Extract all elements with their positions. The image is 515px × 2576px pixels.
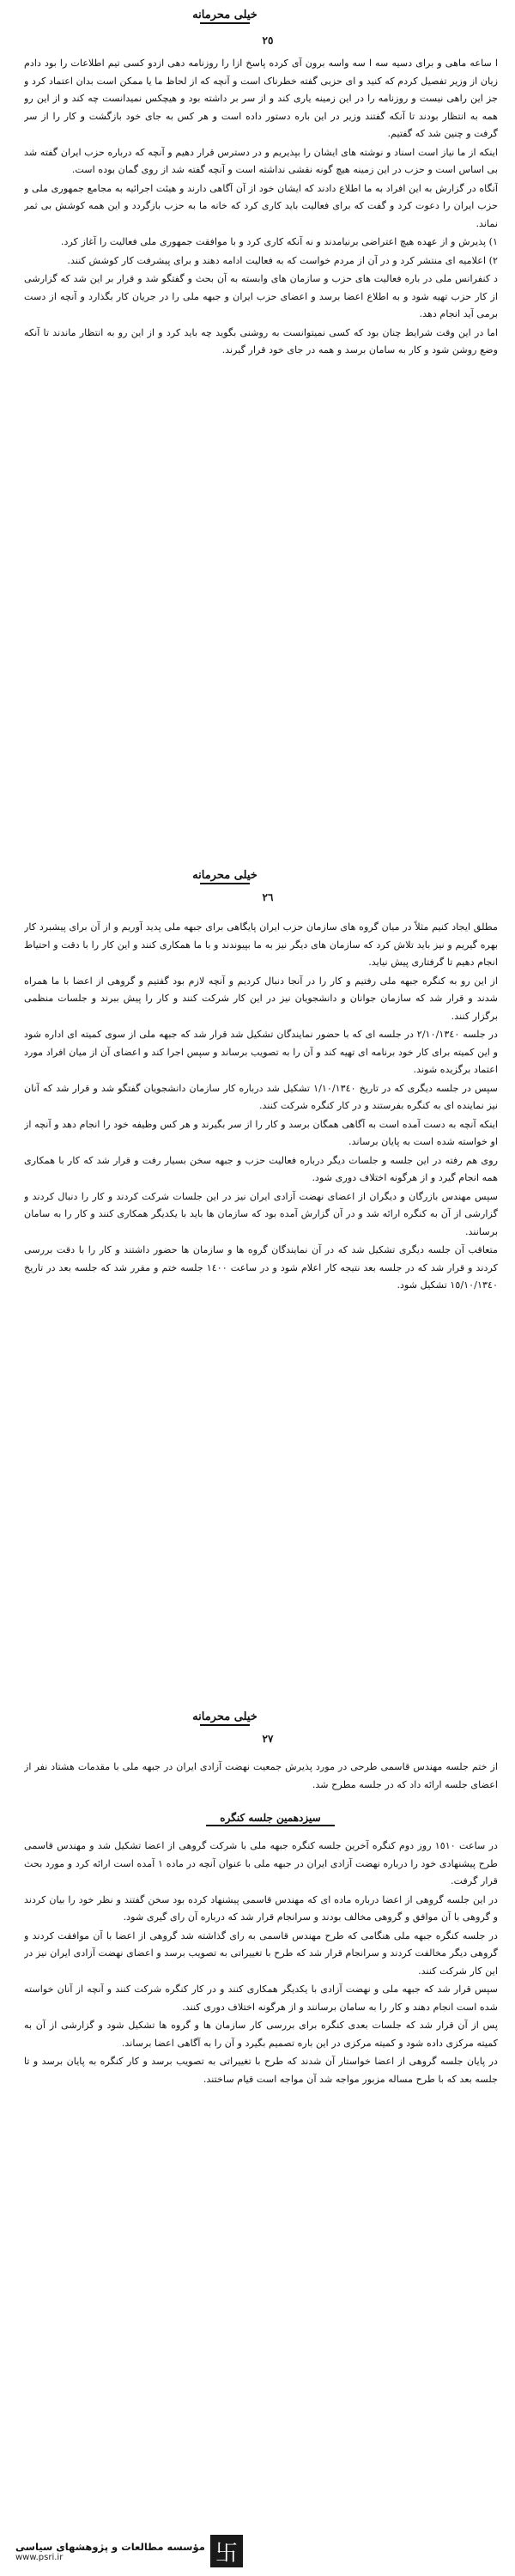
paragraph: سپس در جلسه دیگری که در تاریخ ١/١٠/١٣٤٠ تشکیل شد درباره کار سازمان دانشجویان گفتگو شد و قرار شد که آنان نیز نماینده ای به کنگره بفرستند و در کار کنگره شرکت کنند.	[24, 1082, 498, 1111]
logo-text	[15, 2541, 205, 2562]
paragraph: در پایان جلسه گروهی از اعضا خواستار آن شدند که طرح با تغییراتی به تصویب برسد و کار کنگره به پایان برسد و تا جلسه بعد که با طرح مساله مزبور مواجه شد آن مواجه است قیام ساختند.	[24, 2056, 498, 2085]
page-intro	[24, 1759, 498, 1810]
paragraph: در این جلسه گروهی از اعضا درباره ماده ای که مهندس قاسمی پیشنهاد کرده بود سخن گفتند و نظر خود را بیان کردند و گروهی با آن موافق و گروهی مخالف بودند و سرانجام قرار شد که درباره آن رای گیری شود.	[24, 1893, 498, 1923]
paragraph: اینکه از ما نیاز است اسناد و نوشته های ایشان را بپذیریم و در دسترس قرار دهیم و آنچه که درباره حزب ایران گفته شد بی اساس است و حزب در این زمینه هیچ گونه نقشی نداشته است و آنچه گفته شد از روی گمان بوده است.	[24, 146, 498, 175]
paragraph: اینکه آنچه به دست آمده است به آگاهی همگان برسد و کار را از سر بگیرند و هر کس وظیفه خود را انجام دهد و آنچه از او خواسته شده است به پایان برساند.	[24, 1118, 498, 1147]
logo-url: www.psri.ir	[15, 2552, 64, 2562]
paragraph: پس از آن قرار شد که جلسات بعدی کنگره برای بررسی کار سازمان ها و گروه ها تشکیل شود و گزارشی از آن به کمیته مرکزی داده شود و کمیته مرکزی در این باره تصمیم بگیرد و آن را به آگاهی اعضا برساند.	[24, 2020, 498, 2049]
confidential-header: خیلی محرمانه	[191, 1710, 259, 1726]
swastika-emblem-icon: 卐	[210, 2535, 243, 2567]
paragraph: ا ساعه ماهی و برای دسیه سه ا سه واسه برون آی کرده پاسخ ازا را روزنامه دهی ازدو کسی تیم اطلاعات را بود دادم زیان از وزیر تفصیل کردم که کنید و ای حزبی گفته خطرناک است و آنچه که از لحاظ ما یا ممکن است بدان اعتماد کرد و جز این راهی نیست و روزنامه را در این زمینه یاری کند و از سر بر داشته بود و هیچکس نمیدانست چه کند و از این رو همه به انتظار بودند تا آنکه گفتند وزیر در این باره دستور داده است و هر کس به جای خود بازگشت و کار را از سر گرفت و چنین شد که گفتیم.	[24, 58, 498, 139]
page-number: ٢٥	[262, 34, 274, 46]
paragraph: از این رو به کنگره جبهه ملی رفتیم و کار را در آنجا دنبال کردیم و آنچه لازم بود گفتیم و گروهی از اعضا با ما همراه شدند و قرار شد که سازمان جوانان و دانشجویان نیز در این کار شرکت کنند و کار را پیش ببرند و جلسات منظمی برگزار کنند.	[24, 975, 498, 1022]
page-body	[24, 55, 498, 836]
paragraph: در ساعت ١٥١٠ روز دوم کنگره آخرین جلسه کنگره جبهه ملی با شرکت گروهی از اعضا تشکیل شد و مهندس قاسمی طرح پیشنهادی خود را درباره نهضت آزادی ایران در جبهه ملی با عنوان آنچه در ماده ١ آمده است ارائه کرد و مورد بحث قرار گرفت.	[24, 1840, 498, 1886]
paragraph: ١) پذیرش و از عهده هیچ اعتراضی برنیامدند و نه آنکه کاری کرد و با موافقت جمهوری ملی فعالیت را آغاز کرد.	[60, 236, 498, 247]
paragraph: آنگاه در گزارش به این افراد به ما اطلاع دادند که ایشان خود از آن آگاهی دارند و هیئت اجرائیه به مجامع جمهوری ملی و حزب ایران را دعوت کرد و گفت که برای فعالیت باید کاری کرد که خانه ما به حزب بازگردد و این همه کوشش بی ثمر نماند.	[24, 182, 498, 229]
page-body	[24, 919, 498, 1674]
institute-logo	[15, 2535, 243, 2567]
page-number: ٢٦	[262, 891, 274, 903]
confidential-header: خیلی محرمانه	[191, 869, 259, 884]
paragraph: در جلسه کنگره جبهه ملی هنگامی که طرح مهندس قاسمی به رای گذاشته شد گروهی از اعضا با آن موافقت کردند و گروهی دیگر مخالفت کردند و سرانجام قرار شد که طرح با تغییراتی به تصویب برسد و اعضای نهضت آزادی ایران نیز در این کار شرکت کنند.	[24, 1929, 498, 1977]
paragraph: سپس قرار شد که جبهه ملی و نهضت آزادی با یکدیگر همکاری کنند و در کار کنگره شرکت کنند و آنچه از آنان خواسته شده است انجام دهند و کار را به سامان برسانند و از هرگونه اختلاف دوری کنند.	[24, 1984, 498, 2013]
paragraph: روی هم رفته در این جلسه و جلسات دیگر درباره فعالیت حزب و جبهه سخن بسیار رفت و قرار شد که کار با همکاری همه انجام گیرد و از هرگونه اختلاف دوری شود.	[24, 1154, 498, 1183]
paragraph: اما در این وقت شرایط چنان بود که کسی نمیتوانست به روشنی بگوید چه باید کرد و از این رو به انتظار ماندند تا آنکه وضع روشن شود و کار به سامان برسد و همه در جای خود قرار گیرند.	[24, 326, 498, 355]
paragraph: سپس مهندس بازرگان و دیگران از اعضای نهضت آزادی ایران نیز در این جلسات شرکت کردند و کار را دنبال کردند و گزارشی از آن به کنگره ارائه شد و در آن گزارش آمده بود که سازمان ها باید با یکدیگر همکاری کنند و کار را به سامان برسانند.	[24, 1190, 498, 1237]
confidential-header: خیلی محرمانه	[191, 9, 259, 24]
document-page-1	[0, 0, 515, 850]
section-title: سیزدهمین جلسه کنگره	[159, 1812, 382, 1826]
paragraph: از ختم جلسه مهندس قاسمی طرحی در مورد پذیرش جمعیت نهضت آزادی ایران در جبهه ملی با مقدمات هشتاد نفر از اعضای جلسه ارائه داد که در جلسه مطرح شد.	[24, 1761, 498, 1790]
paragraph: د کنفرانس ملی در باره فعالیت های حزب و سازمان های وابسته به آن بحث و گفتگو شد و قرار بر این شد که گزارشی از کار حزب تهیه شود و به اطلاع اعضا برسد و اعضای حزب ایران و جبهه ملی را در جریان کار بگذارد و آنچه از دست برمی آید انجام دهد.	[24, 273, 498, 319]
document-page-2	[0, 850, 515, 1692]
logo-title: مؤسسه مطالعات و پژوهشهای سیاسی	[15, 2540, 205, 2553]
document-page-3	[0, 1692, 515, 2576]
paragraph: مطلق ایجاد کنیم مثلاً در میان گروه های سازمان حزب ایران پایگاهی برای جبهه ملی پدید آوریم و از آن برای پیشبرد کار بهره گیریم و نیز باید تلاش کرد که سازمان های دیگر نیز به ما بپیوندند و با ما همکاری کنند و این کار را با دقت و احتیاط انجام دهیم تا گرفتاری پیش نیاید.	[24, 921, 498, 968]
page-number: ٢٧	[262, 1733, 274, 1745]
paragraph: متعاقب آن جلسه دیگری تشکیل شد که در آن نمایندگان گروه ها و سازمان ها حضور داشتند و کار را با دقت بررسی کردند و قرار شد که در جلسه بعد نتیجه کار اعلام شود و در ساعت ١٤٠٠ جلسه ختم و مقرر شد که جلسه بعد در تاریخ ١٥/١٠/١٣٤٠ تشکیل شود.	[24, 1244, 498, 1291]
paragraph: ٢) اعلامیه ای منتشر کرد و در آن از مردم خواست که به فعالیت ادامه دهند و برای پیشرفت کار کوشش کنند.	[67, 254, 498, 266]
paragraph: در جلسه ٢/١٠/١٣٤٠ در جلسه ای که با حضور نمایندگان تشکیل شد قرار شد که جبهه ملی از سوی کمیته ای اداره شود و این کمیته برای کار خود برنامه ای تهیه کند و آن را به تصویب برساند و سپس اجرا کند و اعضای آن از میان افراد مورد اعتماد برگزیده شوند.	[24, 1029, 498, 1075]
page-body	[24, 1838, 498, 2524]
